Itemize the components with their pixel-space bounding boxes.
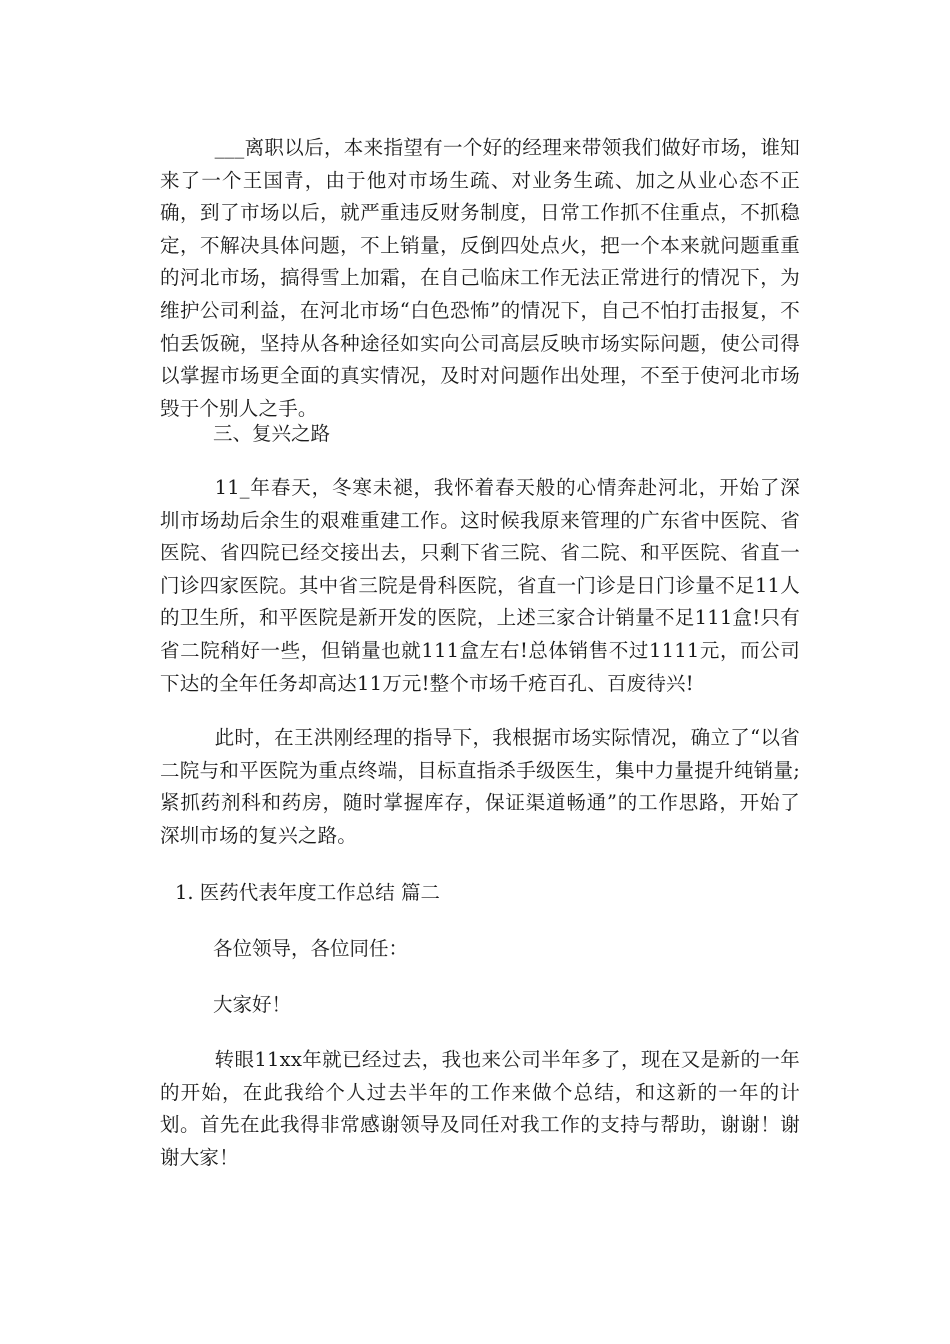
greeting-line: 各位领导，各位同任：	[213, 937, 409, 960]
section-heading-revival: 三、复兴之路	[213, 422, 331, 445]
paragraph-work-strategy: 此时，在王洪刚经理的指导下，我根据市场实际情况，确立了“以省二院与和平医院为重点终端，目标直指杀手级医生，集中力量提升纯销量;紧抓药剂科和药房，随时掌握库存，保证渠道畅通”的工作思路，开始了深圳市场的复兴之路。	[160, 726, 800, 847]
paragraph-year-summary: 转眼11xx年就已经过去，我也来公司半年多了，现在又是新的一年的开始，在此我给个人过去半年的工作来做个总结，和这新的一年的计划。首先在此我得非常感谢领导及同任对我工作的支持与帮助，谢谢！谢谢大家！	[160, 1048, 800, 1169]
hello-line: 大家好！	[213, 993, 292, 1016]
paragraph-resignation: ___离职以后，本来指望有一个好的经理来带领我们做好市场，谁知来了一个王国青，由于他对市场生疏、对业务生疏、加之从业心态不正确，到了市场以后，就严重违反财务制度，日常工作抓不住重点，不抓稳定，不解决具体问题，不上销量，反倒四处点火，把一个本来就问题重重的河北市场，搞得雪上加霜，在自己临床工作无法正常进行的情况下，为维护公司利益，在河北市场“白色恐怖”的情况下，自己不怕打击报复，不怕丢饭碗，坚持从各种途径如实向公司高层反映市场实际问题，使公司得以掌握市场更全面的真实情况，及时对问题作出处理，不至于使河北市场毁于个别人之手。	[160, 136, 800, 420]
item-heading-part-two: 1. 医药代表年度工作总结 篇二	[175, 881, 441, 904]
paragraph-spring-rebuild: 11_年春天，冬寒未褪，我怀着春天般的心情奔赴河北，开始了深圳市场劫后余生的艰难重建工作。这时候我原来管理的广东省中医院、省医院、省四院已经交接出去，只剩下省三院、省二院、和平医院、省直一门诊四家医院。其中省三院是骨科医院，省直一门诊是日门诊量不足11人的卫生所，和平医院是新开发的医院，上述三家合计销量不足111盒!只有省二院稍好一些，但销量也就111盒左右!总体销售不过1111元，而公司下达的全年任务却高达11万元!整个市场千疮百孔、百废待兴!	[160, 476, 800, 695]
